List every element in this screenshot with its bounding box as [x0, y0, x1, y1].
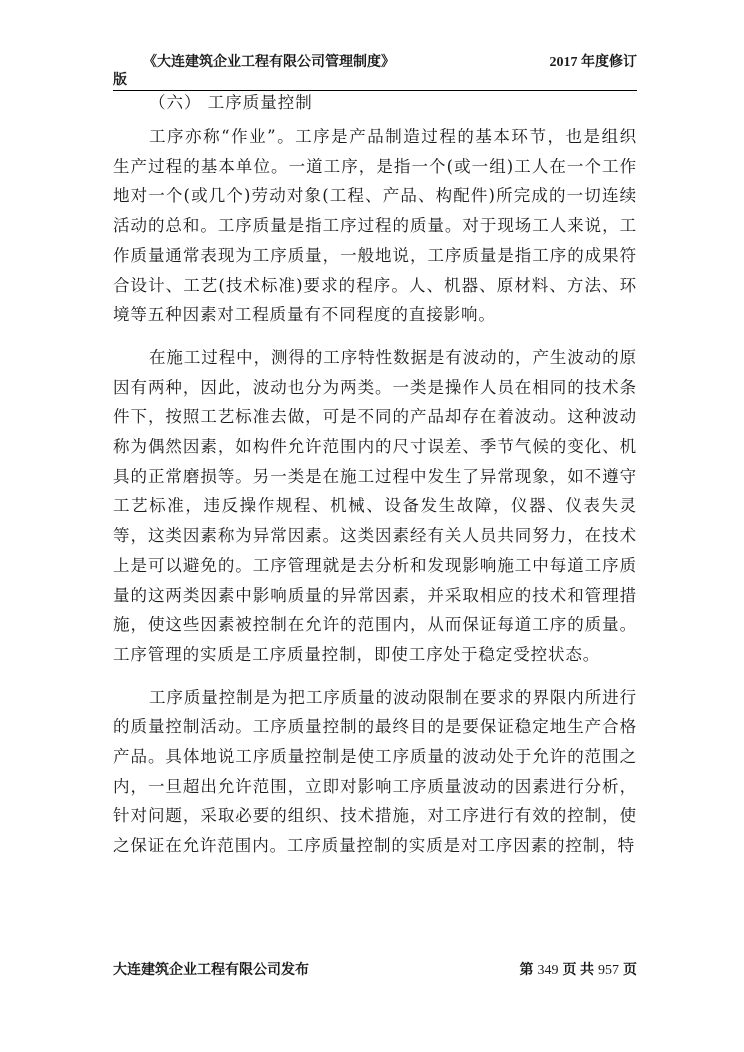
page-prefix: 第 [519, 963, 534, 978]
page-suffix: 页 [623, 963, 637, 978]
publisher-label: 大连建筑企业工程有限公司发布 [113, 963, 309, 978]
body-paragraph-3: 工序质量控制是为把工序质量的波动限制在要求的界限内所进行的质量控制活动。工序质量控制的最终目的是要保证稳定地生产合格产品。具体地说工序质量控制是使工序质量的波动处于允许的范围之内，一旦超出允许范围，立即对影响工序质量波动的因素进行分析，针对问题，采取必要的组织、技术措施，对工序进行有效的控制，使之保证在允许范围内。工序质量控制的实质是对工序因素的控制，特 [113, 687, 637, 856]
document-title: 《大连建筑企业工程有限公司管理制度》 [143, 55, 395, 70]
body-paragraph-2: 在施工过程中，测得的工序特性数据是有波动的，产生波动的原因有两种，因此，波动也分为两类。一类是操作人员在相同的技术条件下，按照工艺标准去做，可是不同的产品却存在着波动。这种波动称为偶然因素，如构件允许范围内的尺寸误差、季节气候的变化、机具的正常磨损等。另一类是在施工过程中发生了异常现象，如不遵守工艺标准，违反操作规程、机械、设备发生故障，仪器、仪表失灵等，这类因素称为异常因素。这类因素经有关人员共同努力，在技术上是可以避免的。工序管理就是去分析和发现影响施工中每道工序质量的这两类因素中影响质量的异常因素，并采取相应的技术和管理措施，使这些因素被控制在允许的范围内，从而保证每道工序的质量。工序管理的实质是工序质量控制，即使工序处于稳定受控状态。 [113, 347, 637, 664]
page-indicator [520, 962, 638, 980]
revision-label-continued: 版 [113, 73, 127, 88]
current-page-number: 349 [537, 963, 559, 978]
page-header [113, 54, 637, 90]
page-content [113, 92, 637, 874]
section-heading: （六） 工序质量控制 [149, 93, 313, 112]
page-middle: 页 共 [562, 963, 594, 978]
header-divider [113, 90, 637, 91]
total-page-number: 957 [598, 963, 619, 978]
page-footer [113, 962, 637, 980]
body-paragraph-1: 工序亦称“作业”。工序是产品制造过程的基本环节，也是组织生产过程的基本单位。一道工序，是指一个(或一组)工人在一个工作地对一个(或几个)劳动对象(工程、产品、构配件)所完成的一切连续活动的总和。工序质量是指工序过程的质量。对于现场工人来说，工作质量通常表现为工序质量，一般地说，工序质量是指工序的成果符合设计、工艺(技术标准)要求的程序。人、机器、原材料、方法、环境等五种因素对工程质量有不同程度的直接影响。 [113, 127, 637, 325]
header-row [113, 54, 637, 72]
revision-label: 2017 年度修订 [549, 55, 637, 70]
